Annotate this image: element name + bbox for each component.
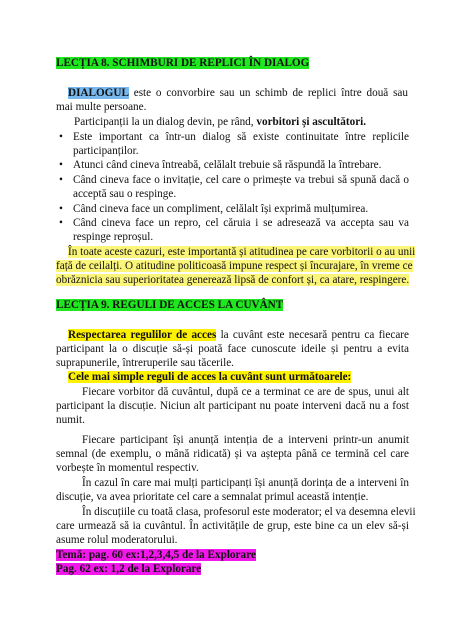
rule-1-line-1: Fiecare vorbitor dă cuvântul, după ce a terminat ce are de spus, unui alt	[82, 386, 409, 398]
rule-2-line-2: semnal (de exemplu, o mână ridicată) și va aștepta până ce termină cel care	[56, 448, 409, 460]
rule-4-line-1: În discuțiile cu toată clasa, profesorul este moderator; el va desemna elevii	[82, 506, 416, 518]
bullet-icon: •	[59, 174, 63, 186]
attitude-line-1	[68, 245, 416, 259]
attitude-text-3: obrăznicia sau superioritatea generează lipsă de confort și, ca atare, respingere.	[56, 274, 410, 286]
rule-3-line-2: discuție, va avea prioritate cel care a semnalat primul această intenție.	[56, 491, 369, 503]
rule-1-line-2: participant la discuție. Niciun alt participant nu poate interveni dacă nu a fost	[56, 400, 409, 412]
dialog-term: DIALOGUL	[68, 87, 129, 99]
rules-heading-text: Cele mai simple reguli de acces la cuvânt sunt următoarele:	[68, 371, 352, 383]
roles-line	[74, 115, 366, 129]
bullet-icon: •	[59, 203, 63, 215]
roles-bold: vorbitori și ascultători.	[256, 116, 367, 128]
bullet-1-line-1: Este important ca într-un dialog să existe continuitate între replicile	[73, 131, 409, 143]
rule-2-line-1: Fiecare participant își anunță intenția de a interveni printr-un anumit	[82, 434, 409, 446]
homework-line-2	[56, 562, 201, 576]
bullet-3-line-1: Când cineva face o invitație, cel care o primește va trebui să spună dacă o	[73, 174, 409, 186]
attitude-line-3	[56, 273, 409, 287]
rule-4-line-3: asume rolul moderatorului.	[56, 534, 178, 546]
lesson9-title-text: LECȚIA 9. REGULI DE ACCES LA CUVÂNT	[56, 299, 284, 311]
bullet-icon: •	[59, 217, 63, 229]
bullet-icon: •	[59, 159, 63, 171]
bullet-1-line-2: participanților.	[73, 145, 139, 157]
bullet-4-line-1: Când cineva face un compliment, celălalt își exprimă mulțumirea.	[73, 203, 369, 215]
lesson8-title	[56, 56, 309, 70]
definition-line-1	[68, 86, 408, 100]
lesson8-title-text: LECȚIA 8. SCHIMBURI DE REPLICI ÎN DIALOG	[56, 57, 310, 69]
access-line-3: suprapunerile, întreruperile sau tăcerile.	[56, 357, 234, 369]
bullet-icon: •	[59, 131, 63, 143]
homework-line-1	[56, 548, 256, 562]
access-text: la cuvânt este necesară pentru ca fiecare	[216, 329, 409, 341]
rule-4-line-2: care urmează să ia cuvântul. În activitățile de grup, este bine ca un elev să-și	[56, 520, 409, 532]
attitude-line-2	[56, 259, 413, 273]
rule-3-line-1: În cazul în care mai mulți participanți își anunță dorința de a interveni în	[82, 477, 409, 489]
homework-text-1: Temă: pag. 60 ex:1,2,3,4,5 de la Explorare	[56, 549, 256, 561]
roles-text: Participanții la un dialog devin, pe rând,	[74, 116, 257, 128]
homework-text-2: Pag. 62 ex: 1,2 de la Explorare	[56, 563, 202, 575]
definition-line-2: mai multe persoane.	[56, 101, 147, 113]
rule-1-line-3: numit.	[56, 414, 85, 426]
definition-text: este o convorbire sau un schimb de replici între două sau	[128, 87, 408, 99]
rule-2-line-3: vorbește în momentul respectiv.	[56, 462, 199, 474]
attitude-text-2: față de ceilalți. O atitudine politicoasă impune respect și încurajare, în vreme ce	[56, 260, 413, 272]
bullet-3-line-2: acceptă sau o respinge.	[73, 188, 177, 200]
rules-heading	[68, 370, 351, 384]
lesson9-title	[56, 298, 283, 312]
bullet-2-line-1: Atunci când cineva întreabă, celălalt trebuie să răspundă la întrebare.	[73, 159, 382, 171]
access-term: Respectarea regulilor de acces	[68, 329, 217, 341]
bullet-5-line-2: respinge reproșul.	[73, 231, 154, 243]
bullet-5-line-1: Când cineva face un repro, cel căruia i se adresează va accepta sau va	[73, 217, 409, 229]
access-line-2: participant la o discuție să-și poată face cunoscute ideile și pentru a evita	[56, 343, 409, 355]
attitude-text-1: În toate aceste cazuri, este importantă și atitudinea pe care vorbitorii o au unii	[68, 246, 416, 258]
access-line-1	[68, 328, 409, 342]
